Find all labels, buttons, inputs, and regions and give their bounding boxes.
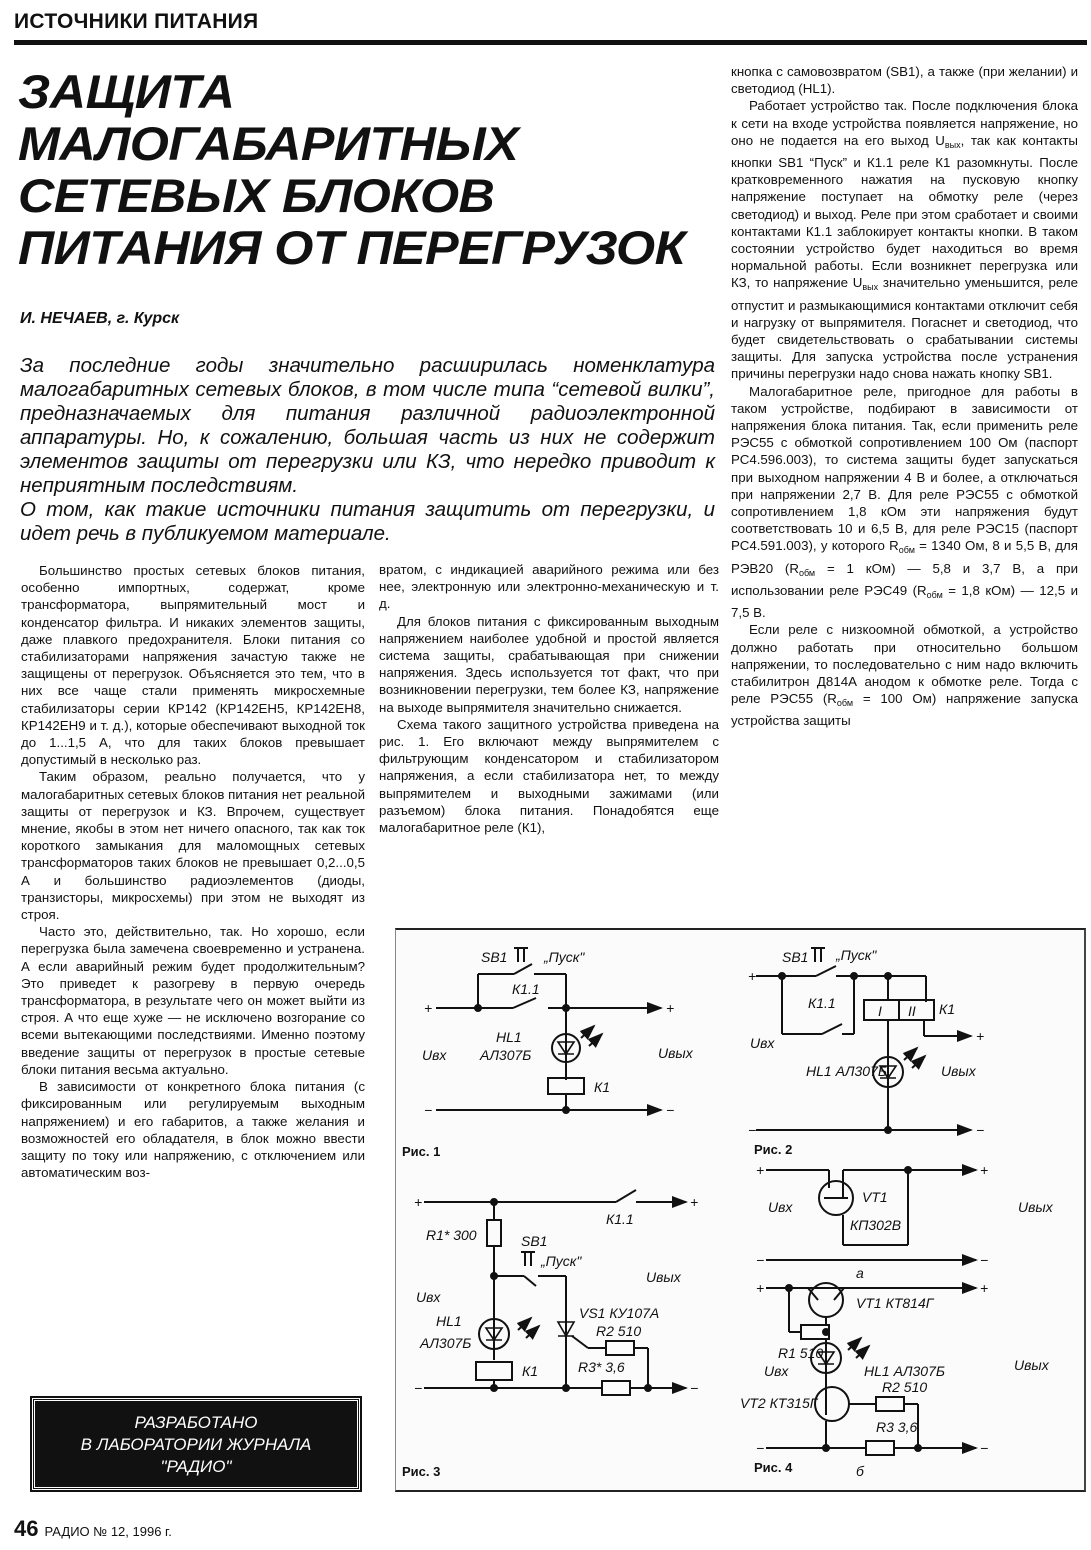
text-run: = 1,8 кОм) — 12,5 и 7,5 В. — [731, 582, 1079, 621]
fig3-plus-out: + — [690, 1194, 699, 1210]
paragraph: Часто это, действительно, так. Но хорошо, если перегрузка была замечена своевременно и устранена. А если аварийный режим будет продолжительным? Это приведет к разогреву в первую очередь трансформатора, в результате чего он может выйти из строя. А что еще хуже — не исключено возгорание со всеми вытекающими последствиями. Именно поэтому введение защиты от перегрузок в простые сетевые блоки питания весьма актуально. — [21, 924, 365, 1077]
fig2-label-start: „Пуск" — [836, 947, 877, 963]
fig4-label-r1: R1 510 — [778, 1345, 824, 1361]
fig4-label-r2: R2 510 — [882, 1379, 928, 1395]
title-line: МАЛОГАБАРИТНЫХ — [18, 117, 519, 170]
figure-3-schematic — [424, 1190, 686, 1395]
badge-line: В ЛАБОРАТОРИИ ЖУРНАЛА — [80, 1435, 312, 1454]
schematics — [396, 930, 1084, 1490]
paragraph — [731, 383, 1078, 622]
fig4-plus-out-b: + — [980, 1280, 989, 1296]
fig1-label-uout: Uвых — [658, 1045, 693, 1061]
fig4-label-uin-b: Uвх — [764, 1363, 789, 1379]
fig2-minus-out: − — [976, 1122, 985, 1138]
fig1-label-led: АЛ307Б — [480, 1047, 532, 1063]
fig3-label-k1: К1 — [522, 1363, 539, 1379]
text-run: = 1 кОм) — 5,8 и 3,7 В, а при использовании реле РЭС49 (R — [731, 560, 1078, 598]
fig3-label-r3: R3* 3,6 — [578, 1359, 625, 1375]
subscript: обм — [836, 698, 854, 709]
fig3-label-sb1: SB1 — [521, 1233, 548, 1249]
author-byline: И. НЕЧАЕВ, г. Курск — [20, 310, 180, 327]
text-run: значительно уменьшится, реле отпустит и размыкающимися контактами отключит себя и нагрузку от выпрямителя. Погаснет и светодиод, что будет свидетельствовать о срабатывании системы защиты. Для запуска устройства после устранения причины перегрузки надо снова нажать кнопку SB1. — [731, 275, 1078, 382]
text-run: , так как контакты кнопки SB1 “Пуск” и К1.1 реле К1 разомкнуты. После кратковременного нажатия на пусковую кнопку напряжение поступает на обмотку реле (через светодиод) и выход. Реле при этом сработает и своими контактами К1.1 заблокирует контакты кнопки. В таком состоянии устройство будет находиться во время нормальной работы. Если возникнет перегрузка или КЗ, то напряжение U — [731, 132, 1078, 291]
page-footer — [14, 1516, 172, 1542]
paragraph: Для блоков питания с фиксированным выходным напряжением наиболее удобной и простой является система защиты, срабатывающая при снижении напряжения. Здесь используется тот факт, что при возникновении перегрузки, тем более КЗ, напряжение на выходе выпрямителя значительно снижается. — [379, 613, 719, 715]
fig4-label-vt1a: VT1 — [862, 1189, 888, 1205]
issue-info: РАДИО № 12, 1996 г. — [44, 1524, 172, 1539]
fig3-minus-out: − — [690, 1380, 699, 1396]
figure-2-schematic — [756, 948, 971, 1130]
fig3-label-start: „Пуск" — [541, 1253, 582, 1269]
fig2-label-sb1: SB1 — [782, 949, 809, 965]
fig4-label-sub-b: б — [856, 1463, 864, 1479]
lead-paragraph: За последние годы значительно расширилась номенклатура малогабаритных сетевых блоков, в том числе типа “сетевой вилки”, предназначаемых для питания различной радиоэлектронной аппаратуры. Но, к сожалению, большая часть из них не содержит элементов защиты от перегрузки или КЗ, что нередко приводит к неприятным последствиям. — [20, 354, 715, 497]
fig4-label-r3: R3 3,6 — [876, 1419, 918, 1435]
fig1-minus-out: − — [666, 1102, 675, 1118]
text-column-2 — [379, 561, 719, 836]
fig3-label-led: АЛ307Б — [420, 1335, 472, 1351]
fig3-label-uin: Uвх — [416, 1289, 441, 1305]
fig3-label-vs1: VS1 КУ107А — [579, 1305, 660, 1321]
figures-panel — [395, 928, 1086, 1492]
subscript: обм — [798, 567, 816, 578]
fig1-label-k11: К1.1 — [512, 981, 540, 997]
section-rubric: ИСТОЧНИКИ ПИТАНИЯ — [14, 10, 259, 33]
paragraph: Схема такого защитного устройства приведена на рис. 1. Его включают между выпрямителем с фильтрующим конденсатором и стабилизатором напряжения, а если стабилизатора нет, то между выпрямителем и выходными зажимами (или разъемом) блока питания. Понадобятся еще малогабаритное реле (К1), — [379, 716, 719, 836]
fig3-label-k11: К1.1 — [606, 1211, 634, 1227]
fig1-plus-out: + — [666, 1000, 675, 1016]
badge-line: "РАДИО" — [160, 1457, 232, 1476]
fig2-label-uout: Uвых — [941, 1063, 976, 1079]
paragraph: кнопка с самовозвратом (SB1), а также (при желании) и светодиод (HL1). — [731, 64, 1078, 97]
fig4-label-uout-b: Uвых — [1014, 1357, 1049, 1373]
paragraph — [731, 97, 1078, 382]
figure-1-schematic — [436, 948, 661, 1110]
paragraph: вратом, с индикацией аварийного режима или без нее, электронную или электронно-механическую и т. д. — [379, 562, 719, 612]
fig4-label-vt2: VT2 КТ315Г — [740, 1395, 818, 1411]
subscript: вых — [944, 139, 961, 150]
fig1-label-start: „Пуск" — [544, 949, 585, 965]
text-column-1 — [21, 562, 365, 1181]
figure-4a-schematic — [766, 1170, 976, 1260]
fig4-label-vt1b: VT1 КТ814Г — [856, 1295, 934, 1311]
subscript: вых — [862, 282, 879, 293]
fig1-label-hl1: HL1 — [496, 1029, 522, 1045]
fig4-minus-out-a: − — [980, 1252, 989, 1268]
fig4-plus-in-a: + — [756, 1162, 765, 1178]
fig2-plus-in: + — [748, 968, 757, 984]
fig2-plus-out: + — [976, 1028, 985, 1044]
title-line: ПИТАНИЯ ОТ ПЕРЕГРУЗОК — [18, 221, 685, 274]
fig4-minus-in-b: − — [756, 1440, 765, 1456]
figure-3-caption: Рис. 3 — [402, 1464, 441, 1479]
text-run: Малогабаритное реле, пригодное для работы в таком устройстве, подбирают в зависимости от напряжения блока питания. Так, если применить реле РЭС55 с обмоткой сопротивлением 100 Ом (паспорт РС4.596.003), то система защиты будет запускаться при выходном напряжении 4 В и более, а отключаться при напряжении 2,7 В. Для реле РЭС55 с обмоткой сопротивлением 1,8 кОм эти напряжения будут соответствовать 10 и 6,5 В, для реле РЭС15 (паспорт РС4.591.003), у которого R — [731, 383, 1078, 554]
fig4-label-sub-a: а — [856, 1265, 864, 1281]
fig4-minus-in-a: − — [756, 1252, 765, 1268]
figure-1-caption: Рис. 1 — [402, 1144, 441, 1159]
article-title — [18, 66, 767, 274]
fig1-label-k1: К1 — [594, 1079, 611, 1095]
fig4-label-vt1a-type: КП302В — [850, 1217, 902, 1233]
fig4-label-uout-a: Uвых — [1018, 1199, 1053, 1215]
fig3-label-hl1: HL1 — [436, 1313, 462, 1329]
fig3-label-r2: R2 510 — [596, 1323, 642, 1339]
fig2-minus-in: − — [748, 1122, 757, 1138]
lab-badge — [32, 1398, 360, 1490]
fig1-label-sb1: SB1 — [481, 949, 508, 965]
article-lead — [20, 354, 715, 546]
title-line: СЕТЕВЫХ БЛОКОВ — [18, 169, 495, 222]
text-run: = 1340 Ом, 8 и 5,5 В, для РЭВ20 (R — [731, 538, 1078, 576]
fig1-minus-in: − — [424, 1102, 433, 1118]
fig2-label-coil2: II — [908, 1003, 916, 1019]
rubric-divider — [14, 40, 1087, 45]
text-run: Работает устройство так. После подключения блока к сети на входе устройства появляется напряжение, но оно не подается на его выход U — [731, 98, 1078, 148]
fig3-label-uout: Uвых — [646, 1269, 681, 1285]
title-line: ЗАЩИТА — [18, 65, 235, 118]
badge-line: РАЗРАБОТАНО — [134, 1413, 258, 1432]
lead-paragraph: О том, как такие источники питания защитить от перегрузки, и идет речь в публикуемом материале. — [20, 498, 715, 545]
fig4-label-uin-a: Uвх — [768, 1199, 793, 1215]
fig2-label-uin: Uвх — [750, 1035, 775, 1051]
fig2-label-k1: К1 — [939, 1001, 956, 1017]
figure-4-caption: Рис. 4 — [754, 1460, 793, 1475]
paragraph: В зависимости от конкретного блока питания (с фиксированным или регулируемым выходным напряжением) и его габаритов, а также желания и возможностей его обладателя, в блок можно ввести защиту по току или напряжению, с отключением или автоматическим воз- — [21, 1079, 365, 1181]
fig2-label-hl1: HL1 АЛ307Б — [806, 1063, 887, 1079]
subscript: обм — [926, 589, 943, 600]
fig3-minus-in: − — [414, 1380, 423, 1396]
text-run: = 100 Ом) напряжение запуска устройства защиты — [731, 691, 1078, 729]
text-column-3 — [731, 63, 1078, 730]
fig3-label-r1: R1* 300 — [426, 1227, 477, 1243]
fig2-label-k11: К1.1 — [808, 995, 836, 1011]
fig4-plus-in-b: + — [756, 1280, 765, 1296]
fig1-label-uin: Uвх — [422, 1047, 447, 1063]
fig4-label-hl1: HL1 АЛ307Б — [864, 1363, 945, 1379]
text-run: Если реле с низкоомной обмоткой, а устройство должно работать при относительно большом напряжении, то последовательно с ним надо включить стабилитрон Д814А анодом к обмотке реле. Тогда с реле РЭС55 (R — [731, 622, 1078, 707]
fig3-plus-in: + — [414, 1194, 423, 1210]
paragraph: Таким образом, реально получается, что у малогабаритных сетевых блоков питания нет реальной защиты от перегрузок и КЗ. Впрочем, существует мнение, якобы в этом нет ничего опасного, так как ток короткого замыкания для маломощных сетевых трансформаторов таких блоков не превышает 0,2...0,5 А и большинство радиоэлементов (диоды, транзисторы, микросхемы) при этом не выходят из строя. — [21, 769, 365, 923]
fig1-plus-in: + — [424, 1000, 433, 1016]
page-number: 46 — [14, 1516, 39, 1541]
paragraph — [731, 621, 1078, 729]
figure-2-caption: Рис. 2 — [754, 1142, 793, 1157]
subscript: обм — [898, 545, 915, 556]
paragraph: Большинство простых сетевых блоков питания, особенно импортных, содержат, кроме трансформатора, выпрямительный мост и конденсатор фильтра. И никаких элементов защиты, даже плавкого предохранителя. Блоки питания со стабилизаторами напряжения зачастую также не защищены от перегрузок. Объясняется это тем, что в них все чаще стали применять микросхемные стабилизаторы серии КР142 (КР142ЕН5, КР142ЕН8, КР142ЕН9 и т. д.), которые обеспечивают выходной ток до 1...1,5 А, что для таких блоков превышает допустимый в несколько раз. — [21, 563, 365, 768]
fig4-plus-out-a: + — [980, 1162, 989, 1178]
fig4-minus-out-b: − — [980, 1440, 989, 1456]
fig2-label-coil1: I — [878, 1003, 882, 1019]
